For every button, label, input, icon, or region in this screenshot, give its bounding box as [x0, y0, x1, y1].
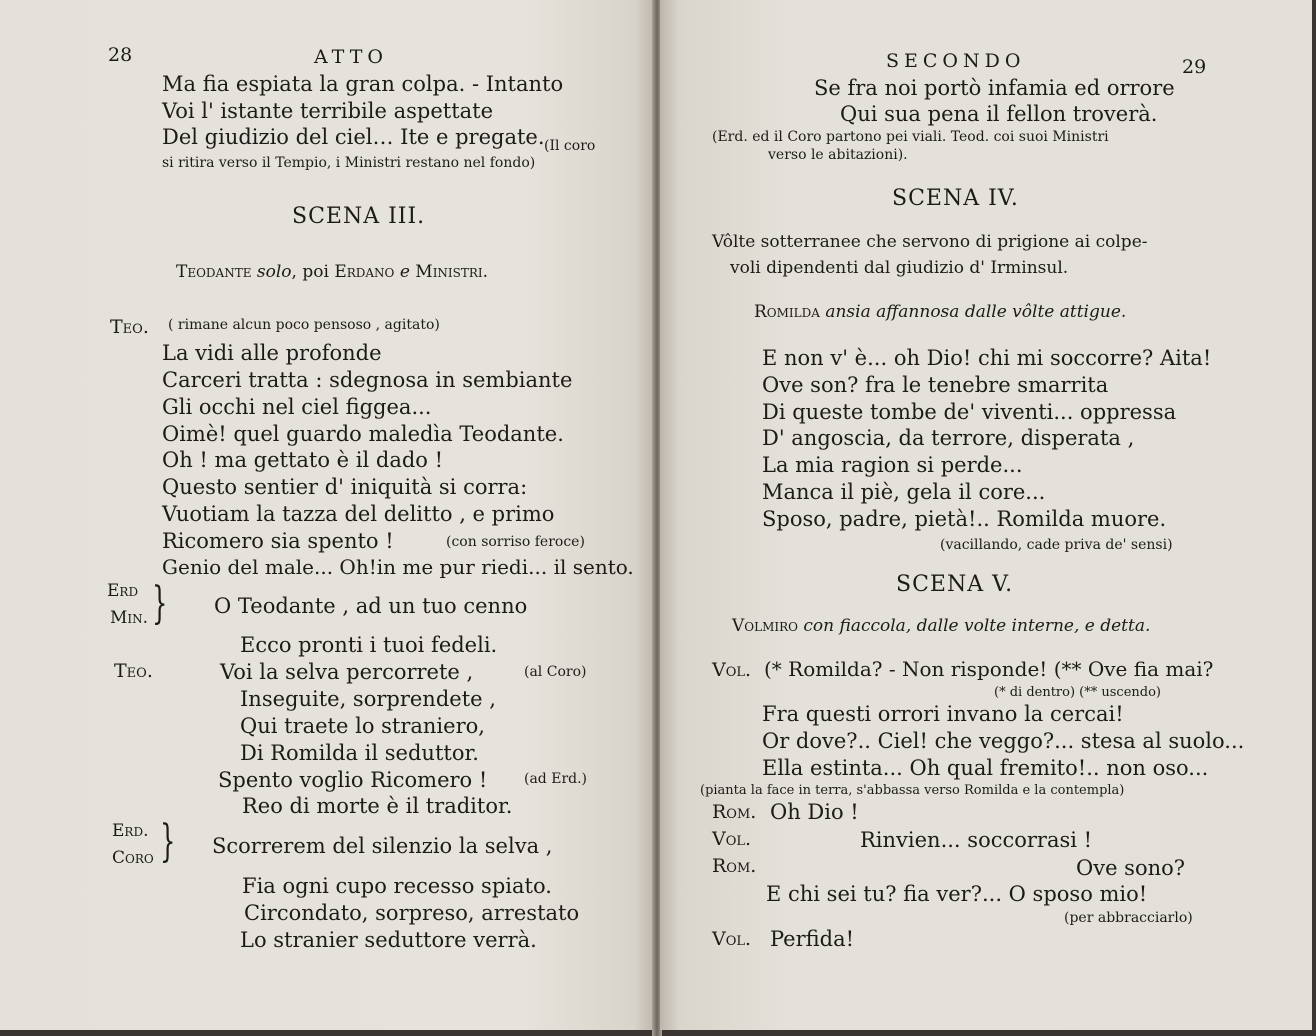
verse-line: Questo sentier d' iniquità si corra:: [162, 475, 528, 499]
cast-note: e: [399, 262, 410, 282]
verse-line: Fia ogni cupo recesso spiato.: [242, 874, 552, 898]
verse-line: Voi l' istante terribile aspettate: [162, 99, 494, 123]
verse-line: Vuotiam la tazza del delitto , e primo: [162, 502, 555, 526]
verse-line: (* Romilda? - Non risponde! (** Ove fia mai?: [764, 657, 1214, 681]
speaker-label: Teo.: [114, 660, 153, 682]
speaker-label: Vol.: [712, 928, 752, 950]
verse-line: Oimè! quel guardo maledìa Teodante.: [162, 422, 564, 446]
stage-direction: (vacillando, cade priva de' sensi): [940, 537, 1173, 553]
verse-line: Carceri tratta : sdegnosa in sembiante: [162, 368, 573, 392]
running-head: ATTO: [314, 46, 388, 68]
stage-direction: (ad Erd.): [524, 771, 588, 787]
brace-icon: }: [160, 816, 176, 867]
verse-line: Ove sono?: [1076, 856, 1186, 880]
verse-line: Oh Dio !: [770, 800, 859, 824]
stage-direction: (Erd. ed il Coro partono pei viali. Teod. coi suoi Ministri: [712, 129, 1109, 145]
right-page: [660, 0, 1312, 1030]
verse-line: Di Romilda il seduttor.: [240, 741, 479, 765]
verse-line: La vidi alle profonde: [162, 341, 382, 365]
character-name: Romilda: [754, 302, 820, 322]
verse-line: Spento voglio Ricomero !: [218, 768, 488, 792]
brace-icon: }: [152, 578, 168, 629]
verse-line: Manca il piè, gela il core...: [762, 480, 1046, 504]
stage-direction: (pianta la face in terra, s'abbassa verso Romilda e la contempla): [700, 783, 1125, 798]
verse-line: Lo stranier seduttore verrà.: [240, 928, 537, 952]
verse-line: Gli occhi nel ciel figgea...: [162, 395, 432, 419]
speaker-label: Teo.: [110, 316, 149, 338]
verse-line: Oh ! ma gettato è il dado !: [162, 448, 444, 472]
verse-line: E chi sei tu? fia ver?... O sposo mio!: [766, 882, 1148, 906]
verse-line: Qui traete lo straniero,: [240, 714, 485, 738]
cast-note: con fiaccola, dalle volte interne, e detta.: [803, 616, 1151, 636]
speaker-label: Erd.: [112, 821, 149, 841]
verse-line: Voi la selva percorrete ,: [220, 660, 474, 684]
verse-line: Or dove?.. Ciel! che veggo?... stesa al suolo...: [762, 729, 1245, 753]
character-name: Teodante: [176, 262, 252, 282]
cast-list: [754, 304, 1126, 321]
cast-note: , poi: [291, 262, 329, 282]
running-head: SECONDO: [886, 50, 1026, 72]
verse-line: Inseguite, sorprendete ,: [240, 687, 496, 711]
character-name: Volmiro: [732, 616, 798, 636]
stage-direction: verso le abitazioni).: [768, 147, 908, 163]
stage-direction: (Il coro: [544, 138, 596, 154]
speaker-label: Vol.: [712, 828, 752, 850]
verse-line: Del giudizio del ciel… Ite e pregate.: [162, 125, 545, 149]
character-name: Erdano: [334, 262, 395, 282]
verse-line: La mia ragion si perde...: [762, 453, 1023, 477]
verse-line: Circondato, sorpreso, arrestato: [244, 901, 580, 925]
speaker-label: Rom.: [712, 855, 757, 877]
verse-line: Ella estinta... Oh qual fremito!.. non oso...: [762, 756, 1209, 780]
stage-direction: (per abbracciarlo): [1064, 910, 1193, 926]
speaker-label: Rom.: [712, 801, 757, 823]
stage-direction: si ritira verso il Tempio, i Ministri restano nel fondo): [162, 155, 536, 171]
stage-direction: ( rimane alcun poco pensoso , agitato): [168, 317, 440, 333]
scene-title: SCENA IV.: [892, 186, 1019, 211]
verse-line: Perfida!: [770, 927, 855, 951]
page-number: 28: [108, 44, 133, 66]
character-name: Ministri.: [415, 262, 489, 282]
cast-note: solo: [256, 262, 292, 282]
stage-direction: (con sorriso feroce): [446, 534, 585, 550]
cast-note: ansia affannosa dalle vôlte attigue.: [825, 302, 1127, 322]
verse-line: D' angoscia, da terrore, disperata ,: [762, 426, 1135, 450]
verse-line: Fra questi orrori invano la cercai!: [762, 702, 1124, 726]
cast-list: [732, 618, 1150, 635]
cast-list: [176, 264, 488, 281]
verse-line: Qui sua pena il fellon troverà.: [840, 102, 1158, 126]
verse-line: Genio del male... Oh!in me pur riedi... il sento.: [162, 555, 634, 579]
speaker-label: Vol.: [712, 659, 752, 681]
verse-line: Di queste tombe de' viventi... oppressa: [762, 400, 1177, 424]
verse-line: E non v' è... oh Dio! chi mi soccorre? Aita!: [762, 346, 1212, 370]
verse-line: Ma fia espiata la gran colpa. - Intanto: [162, 72, 564, 96]
scene-title: SCENA III.: [292, 204, 426, 229]
verse-line: Ricomero sia spento !: [162, 529, 394, 553]
speaker-label: Coro: [112, 848, 154, 868]
verse-line: Sposo, padre, pietà!.. Romilda muore.: [762, 507, 1167, 531]
page-number: 29: [1182, 56, 1207, 78]
verse-line: Se fra noi portò infamia ed orrore: [814, 76, 1175, 100]
verse-line: Scorrerem del silenzio la selva ,: [212, 834, 553, 858]
scene-title: SCENA V.: [896, 572, 1014, 597]
speaker-label: Erd: [107, 581, 139, 601]
scene-description: voli dipendenti dal giudizio d' Irminsul.: [730, 258, 1069, 278]
speaker-label: Min.: [110, 608, 149, 628]
scene-description: Vôlte sotterranee che servono di prigione ai colpe-: [712, 232, 1148, 252]
verse-line: Ove son? fra le tenebre smarrita: [762, 373, 1109, 397]
left-page: [0, 0, 654, 1030]
verse-line: O Teodante , ad un tuo cenno: [214, 594, 528, 618]
stage-direction: (* di dentro) (** uscendo): [994, 685, 1161, 700]
verse-line: Rinvien... soccorrasi !: [860, 828, 1093, 852]
verse-line: Ecco pronti i tuoi fedeli.: [240, 633, 498, 657]
verse-line: Reo di morte è il traditor.: [242, 794, 513, 818]
stage-direction: (al Coro): [524, 664, 587, 680]
